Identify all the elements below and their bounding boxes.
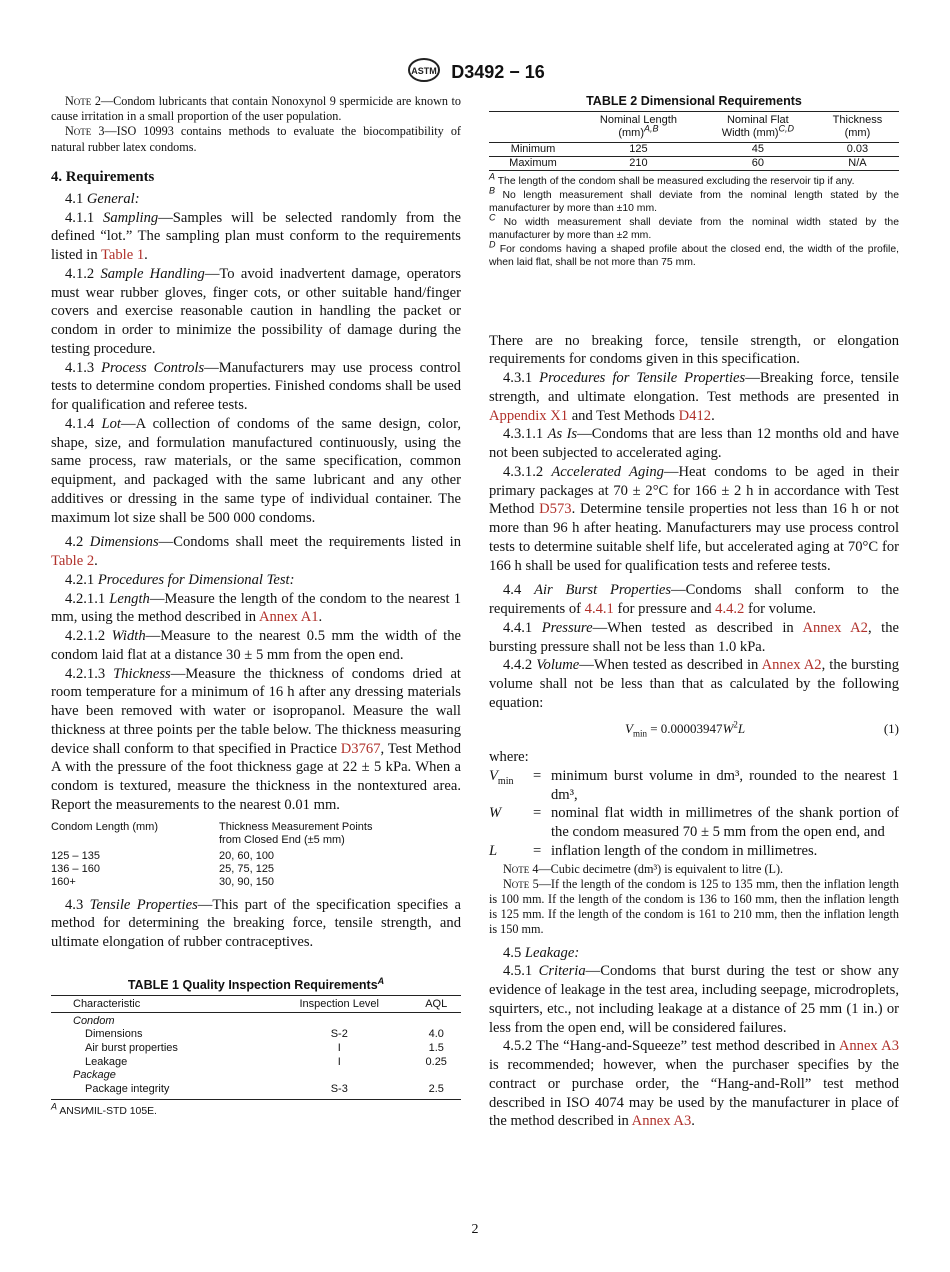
table-row: Air burst properties I 1.5 — [85, 1042, 444, 1055]
section-4-4-2-link[interactable]: 4.4.2 — [715, 601, 745, 617]
para-4-1-2: 4.1.2 Sample Handling—To avoid inadvertent damage, operators must wear rubber gloves, finger cots, or other suitable hand/finger covers and exercise reasonable caution in handling the packet or condom in order to minimize the possibility of damage during the testing procedure. — [51, 265, 461, 357]
table-row: Dimensions S-2 4.0 — [85, 1028, 444, 1041]
table-row: Package integrity S-3 2.5 — [51, 1083, 461, 1100]
note-5: Note 5—If the length of the condom is 125 to 135 mm, then the inflation length is 100 mm. If the length of the condom is 136 to 160 mm, then the inflation length is 125 mm. If the length of the condom is 161 to 210 mm, then the inflation length is 150 mm. — [489, 876, 899, 937]
para-4-3-1-1: 4.3.1.1 As Is—Condoms that are less than 12 months old and have not been subjected to accelerated aging. — [489, 426, 900, 461]
table-row: Leakage I 0.25 — [85, 1055, 447, 1068]
note-2: Note 2—Condom lubricants that contain Nonoxynol 9 spermicide are known to cause irritation in a small proportion of the user population. — [51, 94, 461, 124]
table-1-link[interactable]: Table 1 — [101, 247, 145, 264]
para-4-1-1: 4.1.1 Sampling—Samples will be selected randomly from the defined “lot.” The sampling plan must conform to the requirements listed in Table 1. — [51, 209, 461, 264]
equation-number: (1) — [883, 720, 899, 736]
document-id: D3492 − 16 — [451, 62, 545, 82]
right-column — [489, 94, 899, 1131]
table-row: Minimum 125 45 0.03 — [489, 143, 899, 157]
annex-a3-link[interactable]: Annex A3 — [838, 1038, 899, 1055]
para-4-3-continued: There are no breaking force, tensile strength, or elongation requirements for condoms given in this specification. — [489, 332, 899, 368]
para-4-4-2: 4.4.2 Volume—When tested as described in Annex A2, the bursting volume shall not be less than that as calculated by the following equation: — [489, 657, 899, 711]
table-row: 125 – 135 20, 60, 100 — [51, 849, 275, 862]
table-row: 136 – 160 25, 75, 125 — [51, 863, 275, 876]
para-4-4: 4.4 Air Burst Properties—Condoms shall conform to the requirements of 4.4.1 for pressure and 4.4.2 for volume. — [489, 582, 900, 617]
para-4-1-3: 4.1.3 Process Controls—Manufacturers may use process control tests to determine condom properties. Finished condoms shall be used for qualification and referee tests. — [51, 359, 461, 414]
para-4-2-1-1: 4.2.1.1 Length—Measure the length of the condom to the nearest 1 mm, using the method described in Annex A1. — [51, 590, 461, 626]
where-label: where: — [489, 749, 529, 766]
where-item: W = nominal flat width in millimetres of the shank portion of the condom measured 70 ± 5 mm from the open end, and — [489, 805, 899, 841]
annex-a2-link[interactable]: Annex A2 — [802, 619, 868, 636]
table-1: Characteristic Inspection Level AQL Condom Dimensions S-2 4.0 Air burst properties I 1.5 Leakage I 0.25 Package Package integrity S-3 2.5 — [51, 995, 461, 1101]
para-4-4-1: 4.4.1 Pressure—When tested as described in Annex A2, the bursting pressure shall not be less than 1.0 kPa. — [489, 619, 899, 655]
equation-1: $V_{min} = 0.00003947W^2L$ (1) — [625, 719, 899, 739]
where-item: $V_{min}$ = minimum burst volume in dm³, rounded to the nearest 1 dm³, — [489, 767, 899, 803]
section-heading-4: 4. Requirements — [51, 168, 155, 185]
appendix-x1-link[interactable]: Appendix X1 — [489, 407, 569, 424]
para-4-2: 4.2 Dimensions—Condoms shall meet the requirements listed in Table 2. — [51, 534, 462, 570]
note-3: Note 3—ISO 10993 contains methods to evaluate the biocompatibility of natural rubber latex condoms. — [51, 124, 461, 154]
table-1-footnote: $^A$ ANSI⁄MIL-STD 105E. — [51, 1101, 157, 1118]
d3767-link[interactable]: D3767 — [340, 740, 381, 757]
table-2-caption: TABLE 2 Dimensional Requirements — [586, 94, 802, 108]
para-4-5-1: 4.5.1 Criteria—Condoms that burst during the test or show any evidence of leakage in the test area, including seepage, microdroplets, squirters, etc., not including leakage at a distance of 25 mm (1 in.) or less from the open end, will be considered failures. — [489, 963, 899, 1036]
table-2-footnote-b: $^B$ No length measurement shall deviate from the nominal length stated by the manufacturer by more than ±10 mm. — [489, 185, 899, 214]
d573-link[interactable]: D573 — [539, 501, 572, 518]
section-4-4-1-link[interactable]: 4.4.1 — [584, 601, 614, 617]
para-4-2-1-3: 4.2.1.3 Thickness—Measure the thickness of condoms dried at room temperature for a minimum of 16 h after any dressing materials have been removed with water or isopropanol. Measure the wall thickness at three points per the table below. The thickness measuring device shall conform to that specified in Practice D3767, Test Method A with the pressure of the foot thickness gage at 22 ± 5 kPa. When a condom is textured, measure the thickness in the nontextured area. Report the measurements to the nearest 0.01 mm. — [51, 665, 461, 813]
para-4-1-4: 4.1.4 Lot—A collection of condoms of the same design, color, shape, size, and formulation manufactured continuously, using the same process, raw materials, or the same specification, common equipment, and packaged with the same lubricant and any other additives or dressing in the same type of individual container. The maximum lot size shall be 500 000 condoms. — [51, 415, 461, 526]
para-4-3-1: 4.3.1 Procedures for Tensile Properties—Breaking force, tensile strength, and ultimate elongation. Test methods are presented in Appendix X1 and Test Methods D412. — [489, 370, 899, 424]
d412-link[interactable]: D412 — [678, 407, 712, 424]
table-2-footnote-c: $^C$ No width measurement shall deviate from the nominal width stated by the manufacturer by more than ±2 mm. — [489, 212, 899, 241]
svg-text:ASTM: ASTM — [411, 66, 437, 76]
table-2-footnote-a: $^A$ The length of the condom shall be measured excluding the reservoir tip if any. — [489, 171, 855, 187]
page-header — [0, 57, 950, 88]
where-item: L = inflation length of the condom in millimetres. — [489, 842, 818, 859]
table-1-caption: TABLE 1 Quality Inspection Requirements$^A$ — [127, 975, 385, 992]
left-column — [51, 94, 461, 1119]
para-4-2-1-2: 4.2.1.2 Width—Measure to the nearest 0.5 mm the width of the condom laid flat at a distance 30 ± 5 mm from the open end. — [51, 628, 461, 663]
table-row: 160+ 30, 90, 150 — [51, 876, 275, 889]
thickness-points-table: Condom Length (mm) Thickness Measurement Points from Closed End (±5 mm) 125 – 135 20, 60, 100 136 – 160 25, 75, 125 160+ 30, 90, 150 — [51, 821, 461, 890]
para-4-2-1: 4.2.1 Procedures for Dimensional Test: — [65, 571, 295, 588]
annex-a2-link[interactable]: Annex A2 — [761, 657, 822, 674]
annex-a1-link[interactable]: Annex A1 — [258, 609, 319, 626]
note-4: Note 4—Cubic decimetre (dm³) is equivalent to litre (L). — [503, 861, 784, 876]
table-2: Nominal Length (mm)$^{A,B}$ Nominal Flat Width (mm)$^{C,D}$ Thickness (mm) Minimum 125 45 0.03 Maximum 210 60 N/A — [489, 111, 899, 171]
annex-a3-link[interactable]: Annex A3 — [631, 1113, 692, 1130]
astm-logo-icon — [405, 57, 443, 88]
para-4-5-2: 4.5.2 The “Hang-and-Squeeze” test method described in Annex A3 is recommended; however, when the purchaser specifies by the contract or purchase order, the “Hang-and-Roll” test method described in ISO 4074 may be used by the manufacturer in place of the method described in Annex A3. — [489, 1038, 899, 1130]
para-4-5: 4.5 Leakage: — [503, 944, 580, 961]
page-number: 2 — [471, 1222, 479, 1237]
para-4-3-1-2: 4.3.1.2 Accelerated Aging—Heat condoms to be aged in their primary packages at 70 ± 2°C for 166 ± 2 h in accordance with Test Method D573. Determine tensile properties not less than 16 h or not more than 96 h after heating. Manufacturers may use process control tests to determine suitable shelf life, but accelerated aging at 70°C for 166 h shall be used for qualification tests and referee tests. — [489, 463, 900, 574]
para-4-1: 4.1 General: — [65, 190, 140, 207]
table-row: Maximum 210 60 N/A — [489, 157, 899, 171]
para-4-3: 4.3 Tensile Properties—This part of the specification specifies a method for determining the breaking force, tensile strength, and ultimate elongation of rubber contraceptives. — [51, 896, 461, 951]
table-2-link[interactable]: Table 2 — [51, 553, 95, 570]
table-2-footnote-d: $^D$ For condoms having a shaped profile about the closed end, the width of the profile, when laid flat, shall be not more than 75 mm. — [489, 239, 899, 268]
